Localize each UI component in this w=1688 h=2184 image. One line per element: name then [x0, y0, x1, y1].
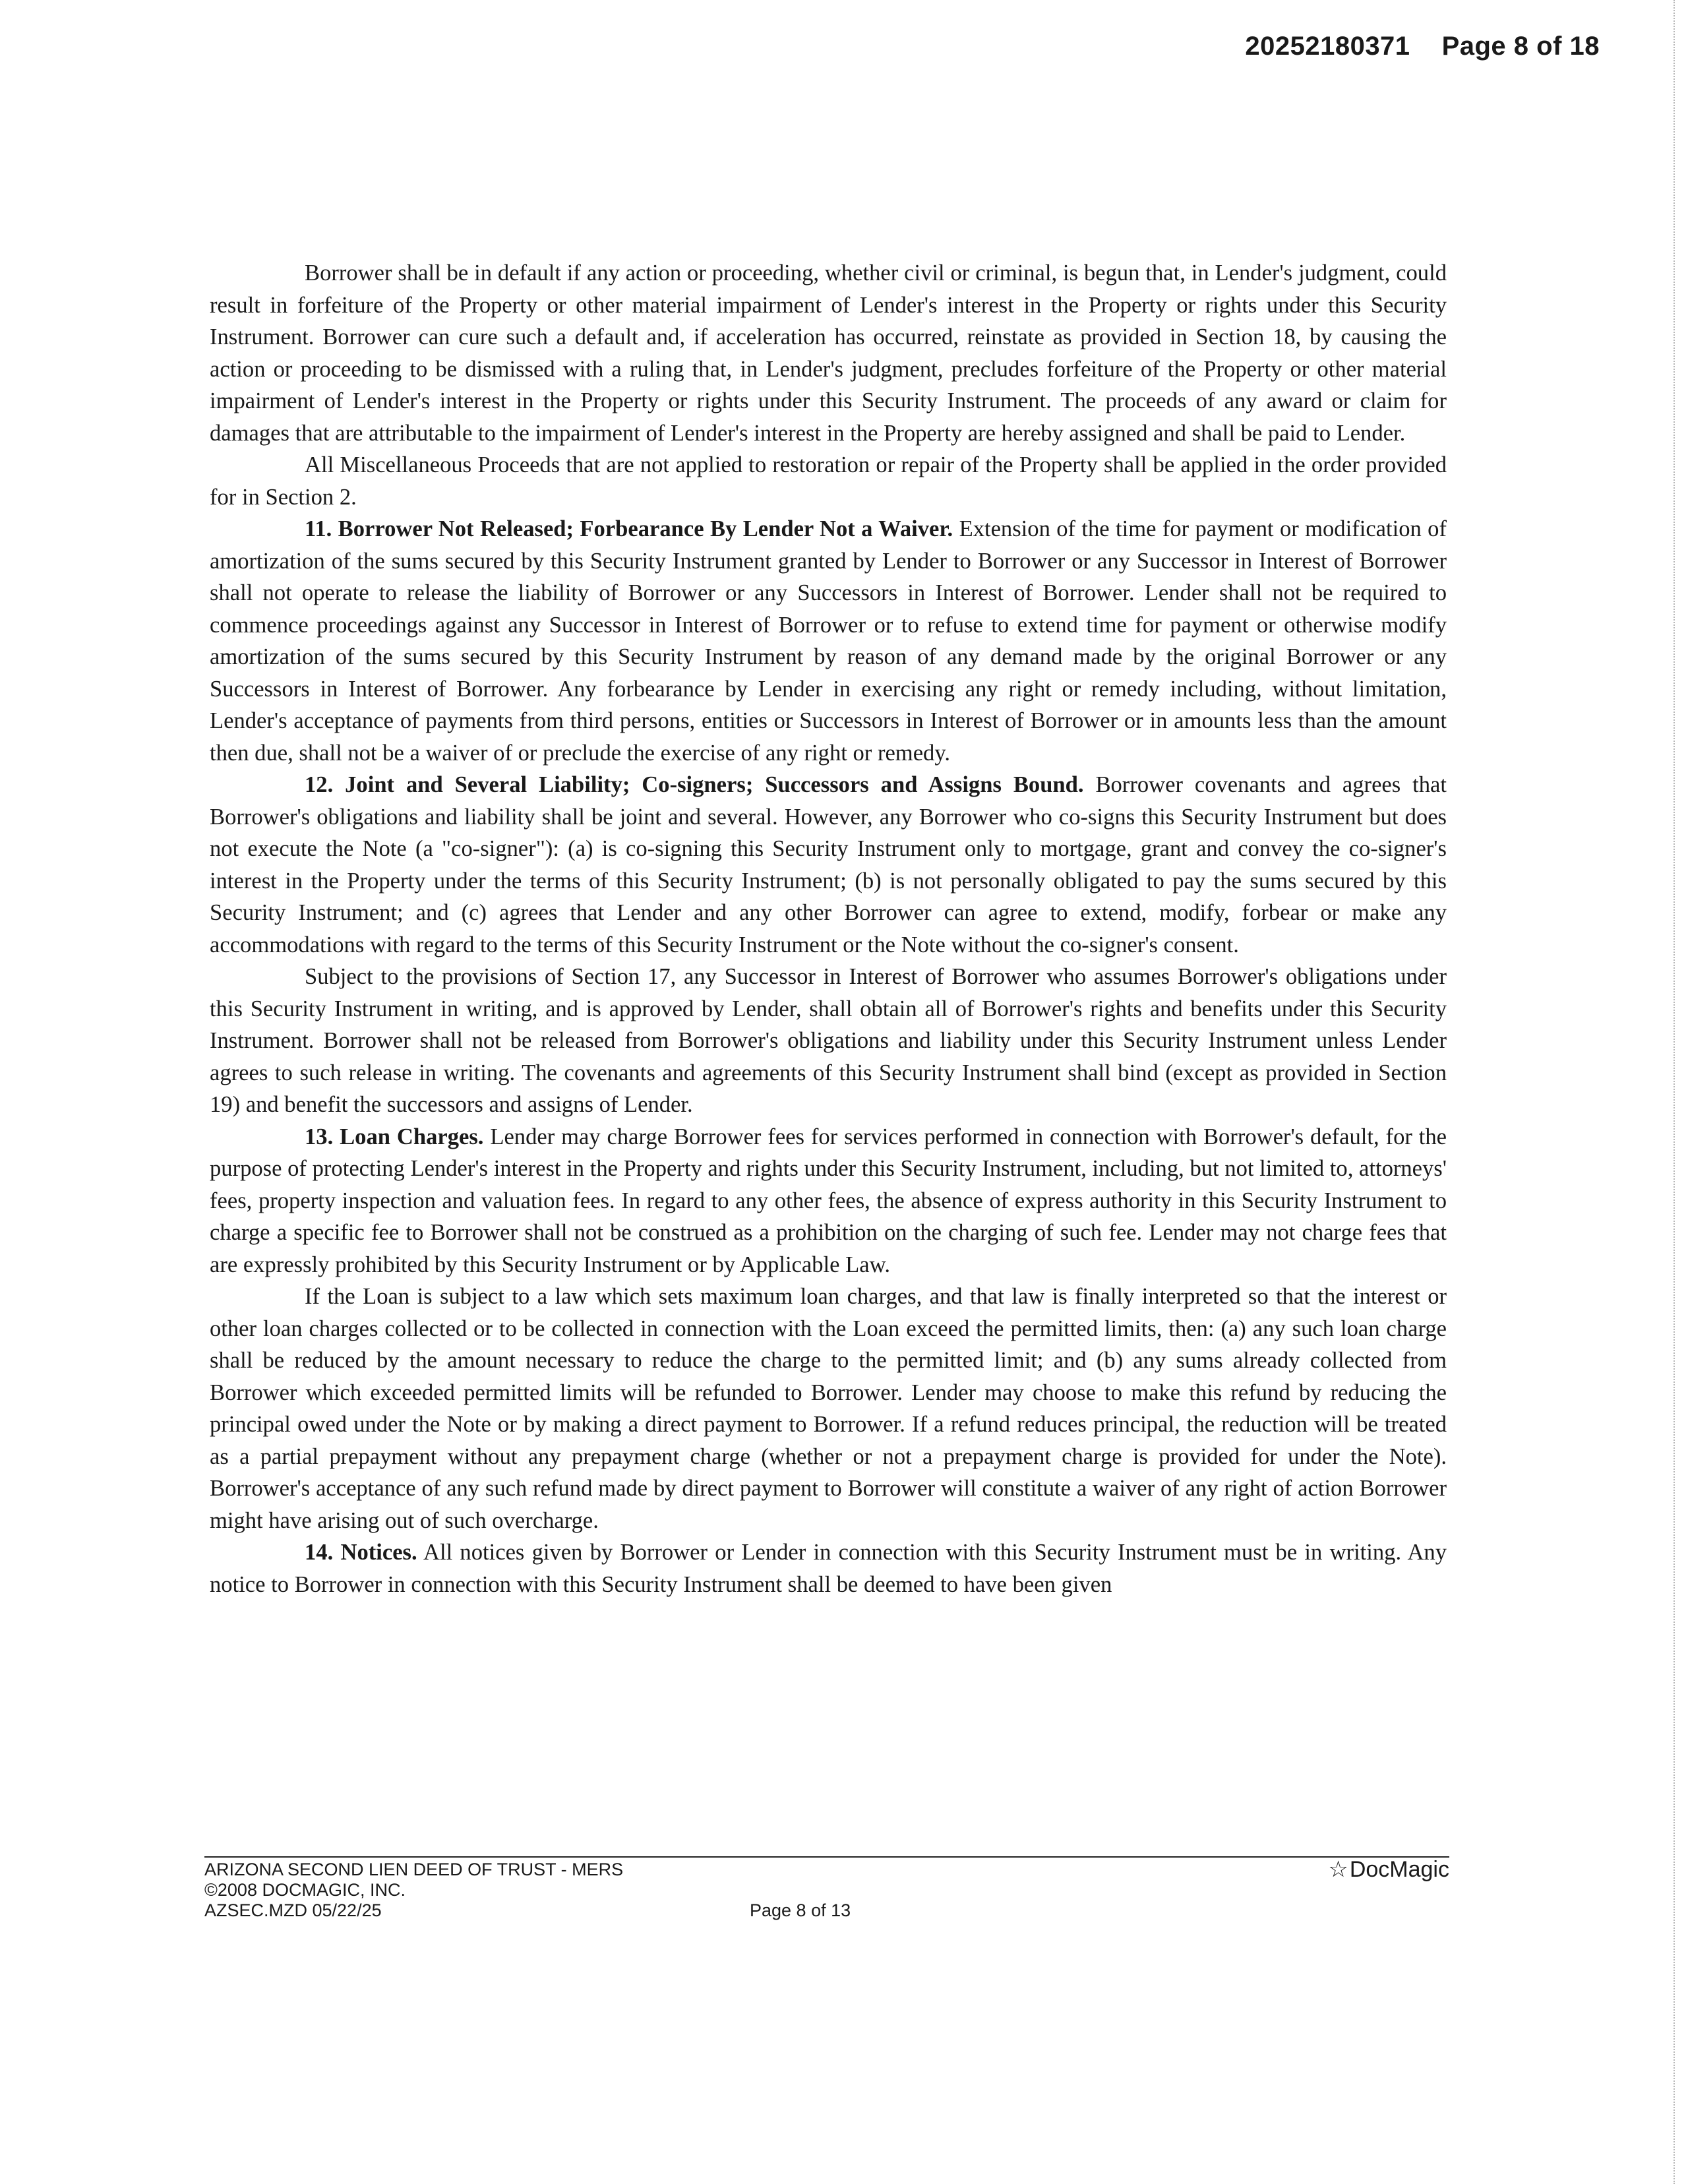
- page-edge-divider: [1673, 0, 1675, 2184]
- section-11-heading: 11. Borrower Not Released; Forbearance By Lender Not a Waiver.: [305, 516, 953, 541]
- section-13-heading: 13. Loan Charges.: [305, 1124, 484, 1149]
- section-12: [210, 769, 1447, 961]
- section-11-text: Extension of the time for payment or modification of amortization of the sums secured by this Security Instrument granted by Lender to Borrower or any Successor in Interest of Borrower shall not operate to release the liability of Borrower or any Successors in Interest of Borrower. Lender shall not be required to commence proceedings against any Successor in Interest of Borrower or to refuse to extend time for payment or otherwise modify amortization of the sums secured by this Security Instrument by reason of any demand made by the original Borrower or any Successors in Interest of Borrower. Any forbearance by Lender in exercising any right or remedy including, without limitation, Lender's acceptance of payments from third persons, entities or Successors in Interest of Borrower or in amounts less than the amount then due, shall not be a waiver of or preclude the exercise of any right or remedy.: [210, 516, 1447, 766]
- section-14: [210, 1536, 1447, 1600]
- paragraph-miscellaneous-proceeds: All Miscellaneous Proceeds that are not applied to restoration or repair of the Property shall be applied in the order provided for in Section 2.: [210, 452, 1447, 510]
- paragraph-default: Borrower shall be in default if any action or proceeding, whether civil or criminal, is begun that, in Lender's judgment, could result in forfeiture of the Property or other material impairment of Lender's interest in the Property or rights under this Security Instrument. Borrower can cure such a default and, if acceleration has occurred, reinstate as provided in Section 18, by causing the action or proceeding to be dismissed with a ruling that, in Lender's judgment, precludes forfeiture of the Property or other material impairment of Lender's interest in the Property or rights under this Security Instrument. The proceeds of any award or claim for damages that are attributable to the impairment of Lender's interest in the Property are hereby assigned and shall be paid to Lender.: [210, 260, 1447, 446]
- section-12-heading: 12. Joint and Several Liability; Co-signers; Successors and Assigns Bound.: [305, 772, 1084, 797]
- paragraph-maximum-loan-charges: If the Loan is subject to a law which sets maximum loan charges, and that law is finally interpreted so that the interest or other loan charges collected or to be collected in connection with the Loan exceed the permitted limits, then: (a) any such loan charge shall be reduced by the amount necessary to reduce the charge to the permitted limit; and (b) any sums already collected from Borrower which exceeded permitted limits will be refunded to Borrower. Lender may choose to make this refund by reducing the principal owed under the Note or by making a direct payment to Borrower. If a refund reduces principal, the reduction will be treated as a partial prepayment without any prepayment charge (whether or not a prepayment charge is provided for under the Note). Borrower's acceptance of any such refund made by direct payment to Borrower will constitute a waiver of any right of action Borrower might have arising out of such overcharge.: [210, 1284, 1447, 1533]
- section-11: [210, 513, 1447, 769]
- footer-page-label: Page 8 of 13: [750, 1900, 851, 1920]
- docmagic-logo: [1328, 1857, 1449, 1882]
- section-13: [210, 1121, 1447, 1281]
- docmagic-brand-text: DocMagic: [1349, 1857, 1449, 1882]
- footer-form-info: [204, 1860, 623, 1921]
- section-13-text: Lender may charge Borrower fees for services performed in connection with Borrower's default, for the purpose of protecting Lender's interest in the Property and rights under this Security Instrument, including, but not limited to, attorneys' fees, property inspection and valuation fees. In regard to any other fees, the absence of express authority in this Security Instrument to charge a specific fee to Borrower shall not be construed as a prohibition on the charging of such fee. Lender may not charge fees that are expressly prohibited by this Security Instrument or by Applicable Law.: [210, 1124, 1447, 1277]
- recording-header: [1245, 32, 1600, 61]
- section-14-heading: 14. Notices.: [305, 1540, 417, 1565]
- document-number: 20252180371: [1245, 32, 1410, 61]
- paragraph-successors: Subject to the provisions of Section 17, any Successor in Interest of Borrower who assumes Borrower's obligations under this Security Instrument in writing, and is approved by Lender, shall obtain all of Borrower's rights and benefits under this Security Instrument. Borrower shall not be released from Borrower's obligations and liability under this Security Instrument unless Lender agrees to such release in writing. The covenants and agreements of this Security Instrument shall bind (except as provided in Section 19) and benefit the successors and assigns of Lender.: [210, 964, 1447, 1117]
- section-12-text: Borrower covenants and agrees that Borrower's obligations and liability shall be joint and several. However, any Borrower who co-signs this Security Instrument but does not execute the Note (a "co-signer"): (a) is co-signing this Security Instrument only to mortgage, grant and convey the co-signer's interest in the Property under the terms of this Security Instrument; (b) is not personally obligated to pay the sums secured by this Security Instrument; and (c) agrees that Lender and any other Borrower can agree to extend, modify, forbear or make any accommodations with regard to the terms of this Security Instrument or the Note without the co-signer's consent.: [210, 772, 1447, 957]
- star-icon: ☆: [1328, 1857, 1348, 1882]
- footer-divider: [204, 1856, 1449, 1858]
- footer-copyright: ©2008 DOCMAGIC, INC.: [204, 1880, 406, 1900]
- recording-page-label: Page 8 of 18: [1441, 32, 1600, 61]
- section-14-text: All notices given by Borrower or Lender in connection with this Security Instrument must be in writing. Any notice to Borrower in connection with this Security Instrument shall be deemed to have been given: [210, 1540, 1447, 1597]
- footer-form-code: AZSEC.MZD 05/22/25: [204, 1900, 382, 1920]
- page-footer: [204, 1857, 1449, 1939]
- footer-form-title: ARIZONA SECOND LIEN DEED OF TRUST - MERS: [204, 1860, 624, 1879]
- document-body: [210, 257, 1447, 1600]
